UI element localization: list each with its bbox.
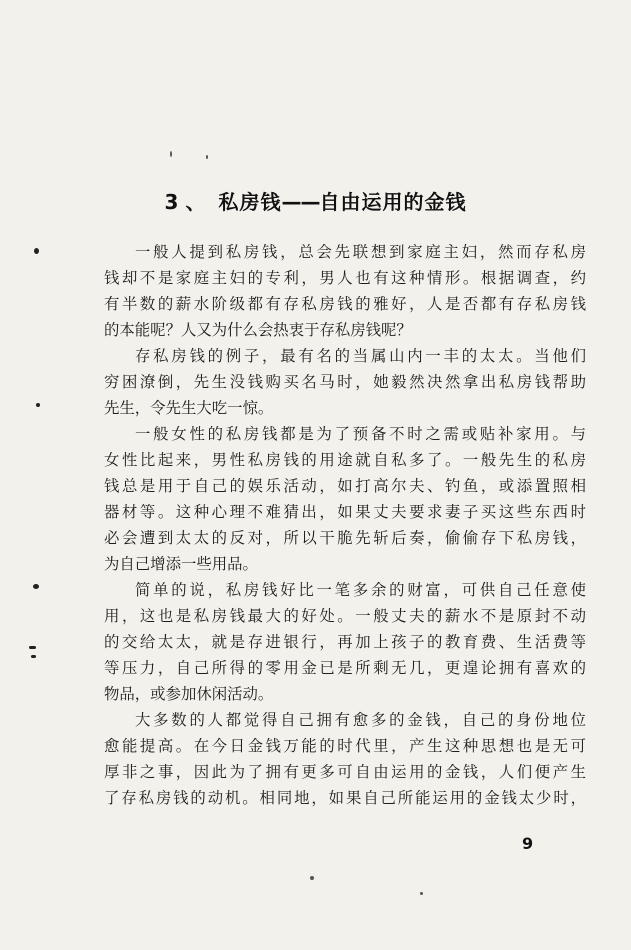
body-line: 等压力，自己所得的零用金已是所剩无几，更遑论拥有喜欢的: [104, 659, 586, 677]
body-line: 为自己增添一些用品。: [104, 555, 258, 573]
body-line: 钱却不是家庭主妇的专利，男人也有这种情形。根据调查，约: [104, 269, 586, 287]
scan-speck-left-2: [36, 403, 40, 407]
body-line: 愈能提高。在今日金钱万能的时代里，产生这种思想也是无可: [104, 737, 586, 755]
body-line: 钱总是用于自己的娱乐活动，如打高尔夫、钓鱼，或添置照相: [104, 477, 586, 495]
body-line: 女性比起来，男性私房钱的用途就自私多了。一般先生的私房: [104, 451, 586, 469]
section-heading: [0, 186, 631, 215]
body-line: 了存私房钱的动机。相同地，如果自己所能运用的金钱太少时，: [104, 789, 586, 807]
scan-speck-left-5: [31, 655, 36, 658]
body-text: [104, 239, 586, 811]
body-line: 必会遭到太太的反对，所以干脆先斩后奏，偷偷存下私房钱，: [104, 529, 586, 547]
scan-speck-left-1: [34, 248, 39, 254]
body-line: 一般人提到私房钱，总会先联想到家庭主妇，然而存私房: [135, 243, 586, 261]
scan-speck-left-4: [29, 646, 36, 649]
section-separator: 、: [185, 190, 207, 214]
scan-speck-top-2: [206, 155, 208, 159]
body-line: 有半数的薪水阶级都有存私房钱的雅好，人是否都有存私房钱: [104, 295, 586, 313]
section-title-main: 私房钱: [218, 190, 282, 214]
body-line: 大多数的人都觉得自己拥有愈多的金钱，自己的身份地位: [135, 711, 586, 729]
body-line: 一般女性的私房钱都是为了预备不时之需或贴补家用。与: [135, 425, 586, 443]
body-line: 的本能呢？人又为什么会热衷于存私房钱呢？: [104, 321, 412, 339]
body-line: 先生，令先生大吃一惊。: [104, 399, 274, 417]
section-number: 3: [164, 190, 180, 214]
body-line: 厚非之事，因此为了拥有更多可自由运用的金钱，人们便产生: [104, 763, 586, 781]
body-line: 用，这也是私房钱最大的好处。一般丈夫的薪水不是原封不动: [104, 607, 586, 625]
section-title-sub: 自由运用的金钱: [319, 190, 467, 214]
scan-speck-left-3: [33, 584, 39, 589]
section-title-dash: ——: [281, 190, 320, 214]
body-line: 简单的说，私房钱好比一笔多余的财富，可供自己任意使: [135, 581, 586, 599]
scan-speck-bottom-2: [420, 892, 423, 895]
body-line: 器材等。这种心理不难猜出，如果丈夫要求妻子买这些东西时: [104, 503, 586, 521]
scan-speck-top-1: [170, 151, 172, 157]
body-line: 穷困潦倒，先生没钱购买名马时，她毅然决然拿出私房钱帮助: [104, 373, 586, 391]
body-line: 物品，或参加休闲活动。: [104, 685, 274, 703]
scan-speck-bottom-1: [310, 876, 314, 880]
page-number: 9: [522, 834, 534, 853]
body-line: 存私房钱的例子，最有名的当属山内一丰的太太。当他们: [135, 347, 586, 365]
body-line: 的交给太太，就是存进银行，再加上孩子的教育费、生活费等: [104, 633, 586, 651]
